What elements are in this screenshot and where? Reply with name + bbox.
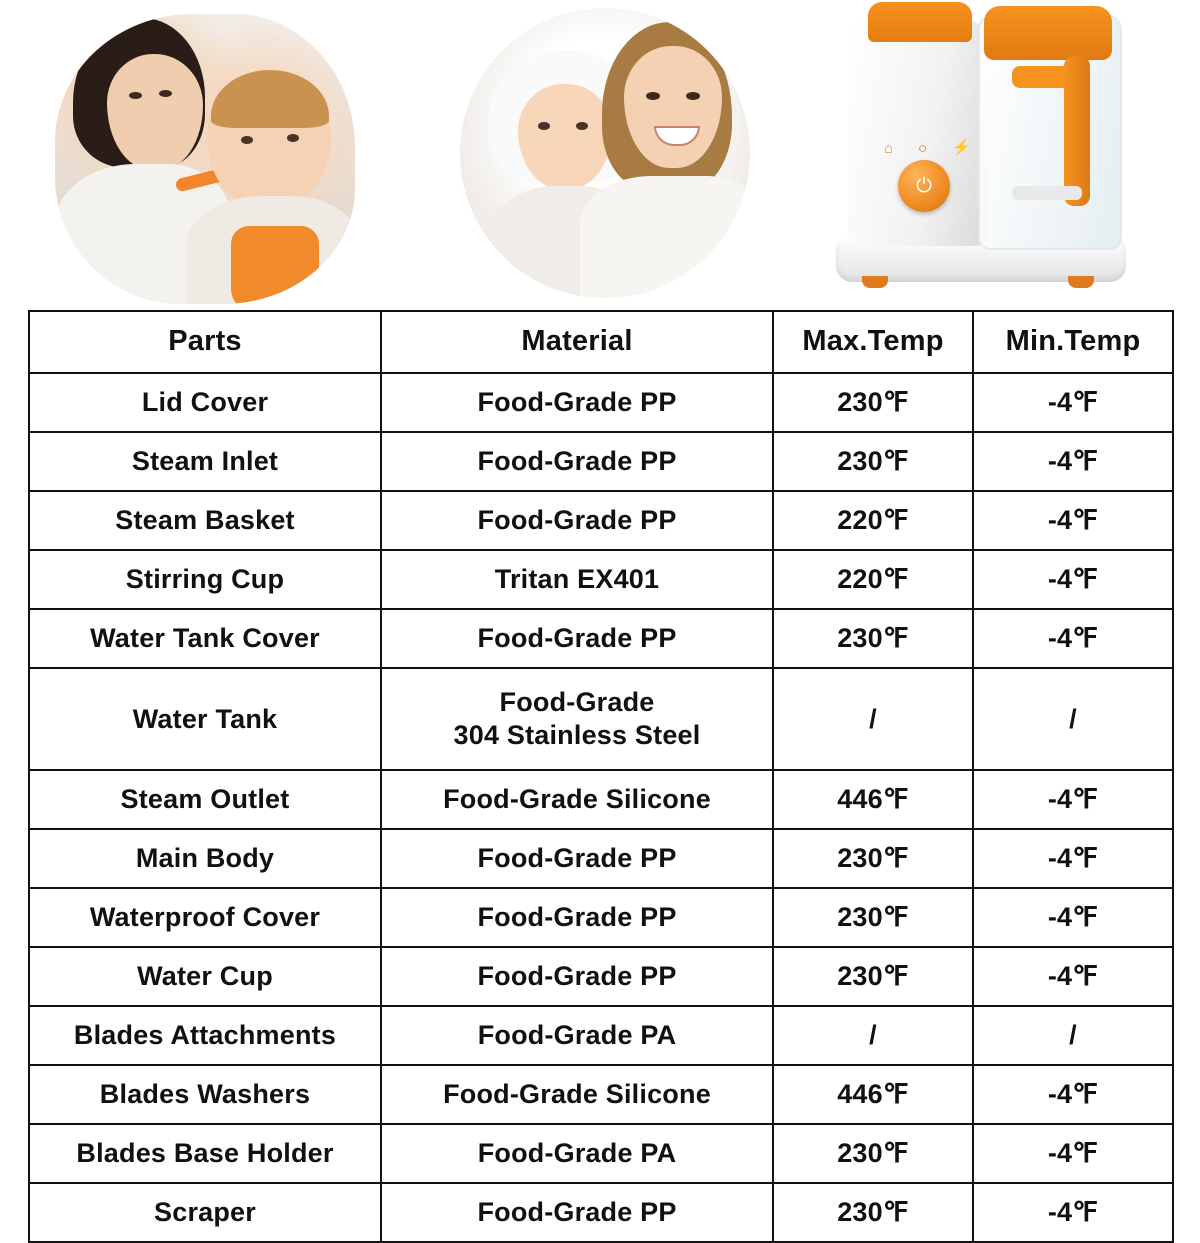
cell-min-temp: -4℉ (973, 1124, 1173, 1183)
cell-min-temp: / (973, 1006, 1173, 1065)
orange-bib-shape (231, 226, 319, 304)
cell-material: Food-Grade PP (381, 432, 773, 491)
mother-and-baby-in-robes-photo (460, 8, 750, 298)
cell-min-temp: -4℉ (973, 373, 1173, 432)
cell-max-temp: 446℉ (773, 1065, 973, 1124)
mother-eye-left (646, 92, 660, 100)
cell-min-temp: -4℉ (973, 829, 1173, 888)
cell-max-temp: 220℉ (773, 550, 973, 609)
table-row (29, 491, 1173, 550)
blend-indicator-icon: ⚡ (952, 139, 971, 156)
cell-max-temp: 230℉ (773, 947, 973, 1006)
cell-material: Food-Grade PP (381, 609, 773, 668)
cell-part: Steam Basket (29, 491, 381, 550)
cell-material: Food-Grade PP (381, 491, 773, 550)
cell-part: Blades Washers (29, 1065, 381, 1124)
cell-min-temp: -4℉ (973, 491, 1173, 550)
column-header-material: Material (381, 311, 773, 373)
table-row (29, 668, 1173, 770)
table-row (29, 373, 1173, 432)
table-row (29, 432, 1173, 491)
baby-eye-left (241, 136, 253, 144)
mother-eye-right (686, 92, 700, 100)
cell-part: Water Cup (29, 947, 381, 1006)
cell-material: Food-Grade PP (381, 373, 773, 432)
device-blade-assembly (1012, 186, 1082, 200)
cell-max-temp: / (773, 1006, 973, 1065)
cell-material-line1: Food-Grade (499, 687, 655, 718)
cell-max-temp: 446℉ (773, 770, 973, 829)
column-header-parts: Parts (29, 311, 381, 373)
cell-part: Main Body (29, 829, 381, 888)
device-jar-handle (1064, 56, 1090, 206)
power-icon: ⏻ (916, 175, 932, 197)
cell-material: Food-Grade Silicone (381, 770, 773, 829)
baby-hair-shape (211, 70, 329, 128)
table-row (29, 947, 1173, 1006)
device-foot-right (1068, 276, 1094, 288)
parts-material-temperature-table (28, 310, 1174, 1243)
cell-min-temp: -4℉ (973, 432, 1173, 491)
table-row (29, 550, 1173, 609)
cell-max-temp: 230℉ (773, 1124, 973, 1183)
mother-eye-right (159, 90, 172, 97)
column-header-min-temp: Min.Temp (973, 311, 1173, 373)
cell-min-temp: -4℉ (973, 888, 1173, 947)
hero-image-band (0, 0, 1200, 306)
cell-part: Steam Inlet (29, 432, 381, 491)
cell-material: Food-Grade PP (381, 829, 773, 888)
cell-max-temp: 230℉ (773, 829, 973, 888)
cell-part: Stirring Cup (29, 550, 381, 609)
cell-min-temp: -4℉ (973, 609, 1173, 668)
off-indicator-icon: ○ (918, 140, 928, 157)
device-jar-lid (984, 6, 1112, 60)
cell-min-temp: -4℉ (973, 1065, 1173, 1124)
cell-material (381, 668, 773, 770)
cell-part: Water Tank (29, 668, 381, 770)
cell-part: Steam Outlet (29, 770, 381, 829)
device-steam-lid (868, 2, 972, 42)
table-row (29, 1065, 1173, 1124)
cell-max-temp: 220℉ (773, 491, 973, 550)
baby-eye-right (576, 122, 588, 130)
cell-material: Tritan EX401 (381, 550, 773, 609)
cell-material: Food-Grade PA (381, 1124, 773, 1183)
power-knob (898, 160, 950, 212)
steam-indicator-icon: ⌂ (884, 140, 894, 157)
mother-feeding-baby-photo (55, 14, 355, 304)
column-header-max-temp: Max.Temp (773, 311, 973, 373)
table-row (29, 1183, 1173, 1242)
cell-material: Food-Grade PP (381, 947, 773, 1006)
cell-max-temp: / (773, 668, 973, 770)
baby-food-maker-product-photo (826, 0, 1156, 306)
mother-face-shape (107, 54, 203, 170)
device-foot-left (862, 276, 888, 288)
cell-max-temp: 230℉ (773, 609, 973, 668)
baby-eye-right (287, 134, 299, 142)
table-row (29, 770, 1173, 829)
device-steamer-body (848, 20, 988, 246)
table-row (29, 888, 1173, 947)
mother-robe-shape (580, 176, 750, 298)
table-row (29, 829, 1173, 888)
cell-min-temp: -4℉ (973, 1183, 1173, 1242)
table-row (29, 609, 1173, 668)
cell-max-temp: 230℉ (773, 1183, 973, 1242)
cell-max-temp: 230℉ (773, 373, 973, 432)
table-row (29, 1006, 1173, 1065)
cell-part: Waterproof Cover (29, 888, 381, 947)
cell-material-line2: 304 Stainless Steel (453, 720, 701, 750)
mother-eye-left (129, 92, 142, 99)
cell-material: Food-Grade Silicone (381, 1065, 773, 1124)
cell-material: Food-Grade PP (381, 1183, 773, 1242)
cell-max-temp: 230℉ (773, 432, 973, 491)
cell-min-temp: -4℉ (973, 550, 1173, 609)
cell-max-temp: 230℉ (773, 888, 973, 947)
spec-table-container (28, 310, 1172, 1243)
cell-part: Lid Cover (29, 373, 381, 432)
cell-part: Water Tank Cover (29, 609, 381, 668)
table-header-row (29, 311, 1173, 373)
cell-material: Food-Grade PA (381, 1006, 773, 1065)
cell-part: Blades Attachments (29, 1006, 381, 1065)
cell-min-temp: -4℉ (973, 770, 1173, 829)
cell-min-temp: -4℉ (973, 947, 1173, 1006)
table-row (29, 1124, 1173, 1183)
cell-part: Blades Base Holder (29, 1124, 381, 1183)
cell-min-temp: / (973, 668, 1173, 770)
baby-eye-left (538, 122, 550, 130)
cell-material: Food-Grade PP (381, 888, 773, 947)
cell-part: Scraper (29, 1183, 381, 1242)
